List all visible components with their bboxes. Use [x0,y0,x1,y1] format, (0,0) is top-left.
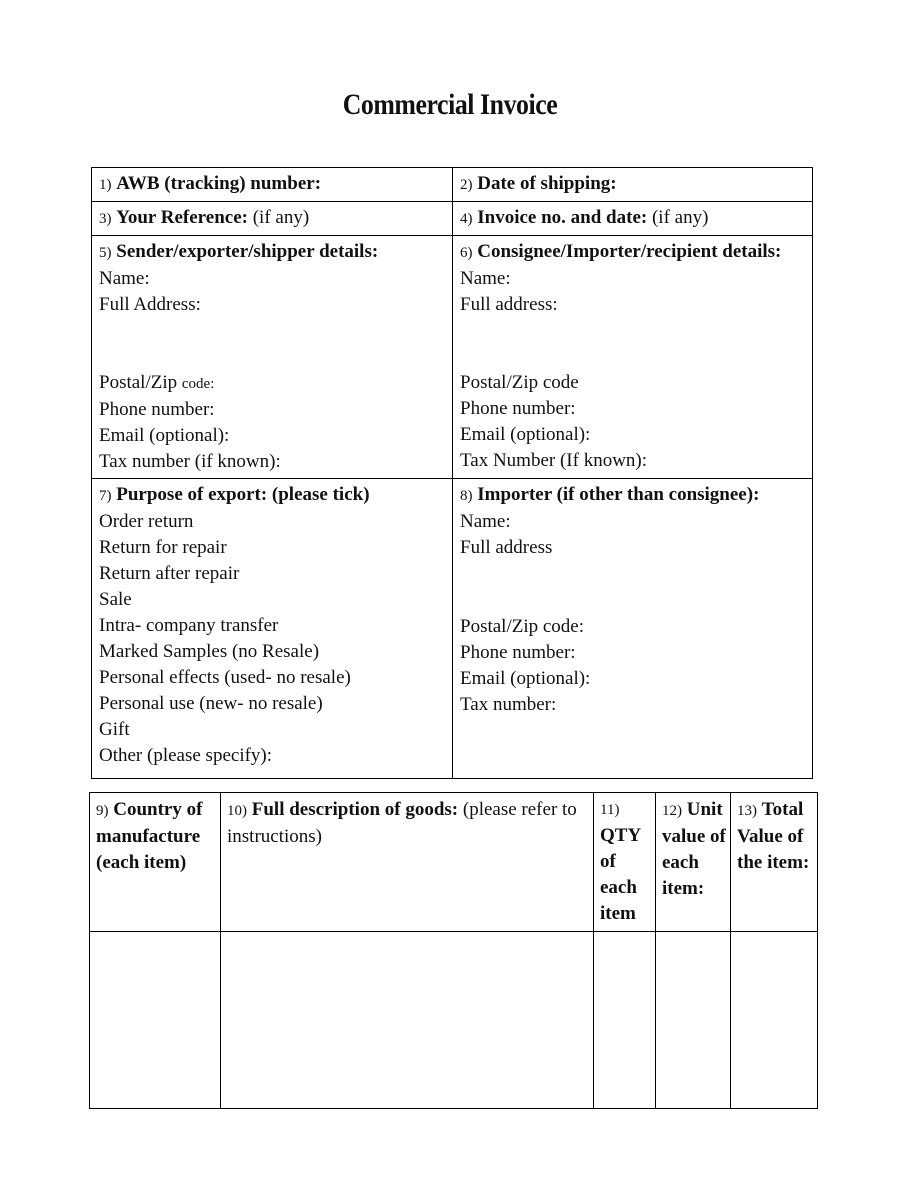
description-of-goods-input[interactable] [221,932,594,1109]
country-of-manufacture-input[interactable] [90,932,221,1109]
sender-postal-label: Postal/Zip [99,372,178,393]
consignee-address-label: Full address: [460,294,558,315]
consignee-postal-label: Postal/Zip code [460,372,579,393]
sender-name-label: Name: [99,268,150,289]
consignee-name-label: Name: [460,268,511,289]
qty-input[interactable] [594,932,656,1109]
unit-value-input[interactable] [656,932,731,1109]
date-of-shipping-field[interactable]: 2) Date of shipping: [453,168,813,202]
your-reference-label: Your Reference: [116,207,248,228]
purpose-option[interactable]: Personal effects (used- no resale) [99,667,351,688]
date-of-shipping-label: Date of shipping: [477,173,617,194]
qty-header: 11) QTY of each item [594,793,656,932]
purpose-option[interactable]: Sale [99,589,132,610]
importer-postal-label: Postal/Zip code: [460,616,585,637]
sender-tax-label: Tax number (if known): [99,451,281,472]
purpose-option[interactable]: Order return [99,511,194,532]
purpose-of-export-cell[interactable]: 7) Purpose of export: (please tick) Order return Return for repair Return after repair Sale Intra- company transfer Marked Samples (no Resale) Personal effects (used- no resale) Personal use (new- no resale) Gift Other (please specify): [92,479,453,779]
importer-name-label: Name: [460,511,511,532]
purpose-option[interactable]: Return for repair [99,537,227,558]
page-title: Commercial Invoice [342,88,558,121]
total-value-input[interactable] [731,932,818,1109]
invoice-no-label: Invoice no. and date: [477,207,648,228]
purpose-option[interactable]: Other (please specify): [99,745,273,766]
your-reference-field[interactable]: 3) Your Reference: (if any) [92,202,453,236]
consignee-email-label: Email (optional): [460,424,591,445]
purpose-option[interactable]: Gift [99,719,130,740]
purpose-option[interactable]: Marked Samples (no Resale) [99,641,320,662]
importer-email-label: Email (optional): [460,668,591,689]
importer-phone-label: Phone number: [460,642,576,663]
goods-table [89,792,818,1109]
awb-label: AWB (tracking) number: [116,173,322,194]
consignee-phone-label: Phone number: [460,398,576,419]
purpose-heading: Purpose of export: (please tick) [116,484,370,505]
sender-details-cell[interactable]: 5) Sender/exporter/shipper details: Name: Full Address: Postal/Zip code: Phone number: Email (optional): Tax number (if known): [92,236,453,479]
sender-email-label: Email (optional): [99,425,230,446]
importer-heading: Importer (if other than consignee): [477,484,760,505]
sender-address-label: Full Address: [99,294,201,315]
purpose-option[interactable]: Return after repair [99,563,240,584]
sender-phone-label: Phone number: [99,399,215,420]
sender-heading: Sender/exporter/shipper details: [116,241,379,262]
purpose-option[interactable]: Personal use (new- no resale) [99,693,323,714]
unit-value-header: 12) Unit value of each item: [656,793,731,932]
total-value-header: 13) Total Value of the item: [731,793,818,932]
importer-address-label: Full address [460,537,553,558]
description-of-goods-header: 10) Full description of goods: (please refer to instructions) [221,793,594,932]
consignee-heading: Consignee/Importer/recipient details: [477,241,782,262]
shipping-details-table [91,167,813,779]
invoice-number-date-field[interactable]: 4) Invoice no. and date: (if any) [453,202,813,236]
importer-details-cell[interactable]: 8) Importer (if other than consignee): Name: Full address Postal/Zip code: Phone number: Email (optional): Tax number: [453,479,813,779]
purpose-option[interactable]: Intra- company transfer [99,615,279,636]
consignee-details-cell[interactable]: 6) Consignee/Importer/recipient details: Name: Full address: Postal/Zip code Phone number: Email (optional): Tax Number (If known): [453,236,813,479]
importer-tax-label: Tax number: [460,694,557,715]
country-of-manufacture-header: 9) Country of manufacture (each item) [90,793,221,932]
consignee-tax-label: Tax Number (If known): [460,450,648,471]
awb-number-field[interactable]: 1) AWB (tracking) number: [92,168,453,202]
